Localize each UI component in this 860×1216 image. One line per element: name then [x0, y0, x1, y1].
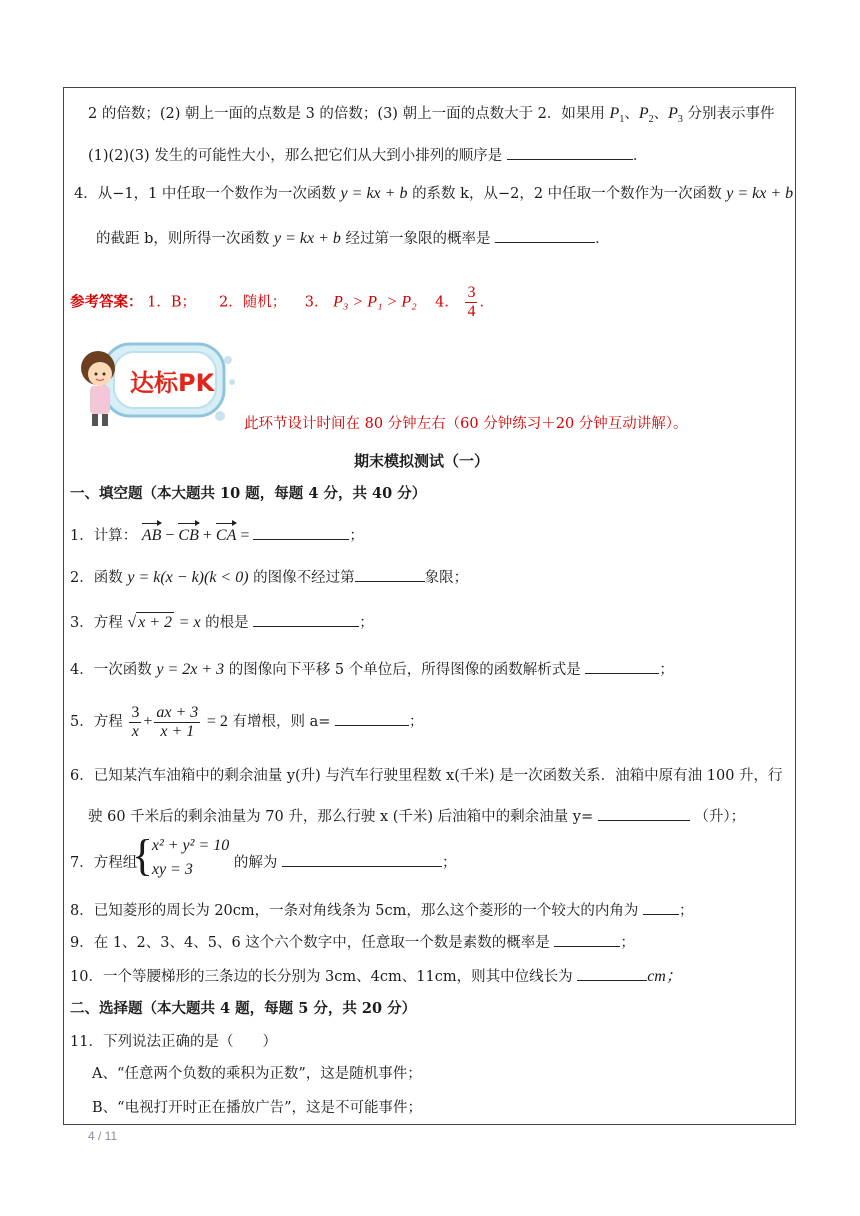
question-8: 8．已知菱形的周长为 20cm，一条对角线条为 5cm，那么这个菱形的一个较大的内角为 ； — [70, 900, 693, 921]
question-6-line-1: 6．已知某汽车油箱中的剩余油量 y(升) 与汽车行驶里程数 x(千米) 是一次函数关系．油箱中原有油 100 升，行 — [70, 768, 783, 784]
question-2: 2．函数 y = k(x − k)(k < 0) 的图像不经过第 象限； — [70, 569, 469, 586]
dabiao-pk-badge — [70, 338, 240, 438]
time-note: 此环节设计时间在 80 分钟左右（60 分钟练习＋20 分钟互动讲解）。 — [244, 416, 688, 432]
question-3: 3．方程 √ x + 2 = x 的根是 ； — [70, 614, 374, 631]
answer-blank[interactable] — [282, 852, 442, 867]
section-1-heading: 一、填空题（本大题共 10 题，每题 4 分，共 40 分） — [70, 485, 427, 502]
answer-blank[interactable] — [554, 932, 620, 947]
option-b[interactable]: B、“电视打开时正在播放广告”，这是不可能事件； — [92, 1100, 422, 1116]
question-7: 7．方程组 { x² + y² = 10 xy = 3 的解为 ； — [70, 831, 457, 880]
answer-blank[interactable] — [507, 145, 633, 160]
prev-line-2: (1)(2)(3) 发生的可能性大小，那么把它们从大到小排列的顺序是 ． — [88, 145, 647, 166]
prev-line-1: 2 的倍数；(2) 朝上一面的点数是 3 的倍数；(3) 朝上一面的点数大于 2．如果用 $P_1$、$P_2$、$P_3$ 分别表示事件 — [88, 105, 775, 125]
badge-text: 达标PK — [130, 369, 215, 397]
reference-answers: 参考答案： 1．B； 2．随机； 3． P₃ > P₁ > P₂ 4． $\frac{3}{4}$ ． — [70, 284, 494, 320]
answer-blank[interactable] — [643, 900, 679, 915]
answer-blank[interactable] — [598, 806, 690, 821]
question-11: 11．下列说法正确的是（ ） — [70, 1034, 277, 1050]
exam-title: 期末模拟测试（一） — [354, 452, 490, 470]
question-6-line-2: 驶 60 千米后的剩余油量为 70 升，那么行驶 x (千米) 后油箱中的剩余油量 y= （升）； — [88, 806, 745, 827]
answer-blank[interactable] — [577, 966, 647, 981]
option-a[interactable]: A、“任意两个负数的乘积为正数”，这是随机事件； — [92, 1066, 422, 1082]
answer-blank[interactable] — [253, 612, 359, 627]
prev-q4-line-1: 4．从−1，1 中任取一个数作为一次函数 y = kx + b 的系数 k，从−2，2 中任取一个数作为一次函数 y = kx + b — [74, 185, 794, 202]
question-4: 4．一次函数 y = 2x + 3 的图像向下平移 5 个单位后，所得图像的函数解析式是 ； — [70, 661, 674, 678]
prev-q4-line-2: 的截距 b，则所得一次函数 y = kx + b 经过第一象限的概率是 ． — [96, 230, 610, 247]
page-number: 4 / 11 — [88, 1129, 118, 1143]
question-5: 5．方程 $\frac{3}{x}$ + $\frac{ax + 3}{x + 1}$ = 2 有增根，则 a= ； — [70, 703, 424, 740]
question-9: 9．在 1、2、3、4、5、6 这个六个数字中，任意取一个数是素数的概率是 ； — [70, 932, 635, 953]
question-1: 1．计算： AB − CB + CA = ； — [70, 527, 364, 544]
section-2-heading: 二、选择题（本大题共 4 题，每题 5 分，共 20 分） — [70, 1000, 417, 1017]
answer-blank[interactable] — [585, 659, 659, 674]
answer-blank[interactable] — [335, 711, 409, 726]
answer-blank[interactable] — [355, 567, 425, 582]
question-10: 10．一个等腰梯形的三条边的长分别为 3cm、4cm、11cm，则其中位线长为 cm； — [70, 968, 682, 985]
answer-blank[interactable] — [253, 525, 349, 540]
answer-blank[interactable] — [495, 228, 595, 243]
